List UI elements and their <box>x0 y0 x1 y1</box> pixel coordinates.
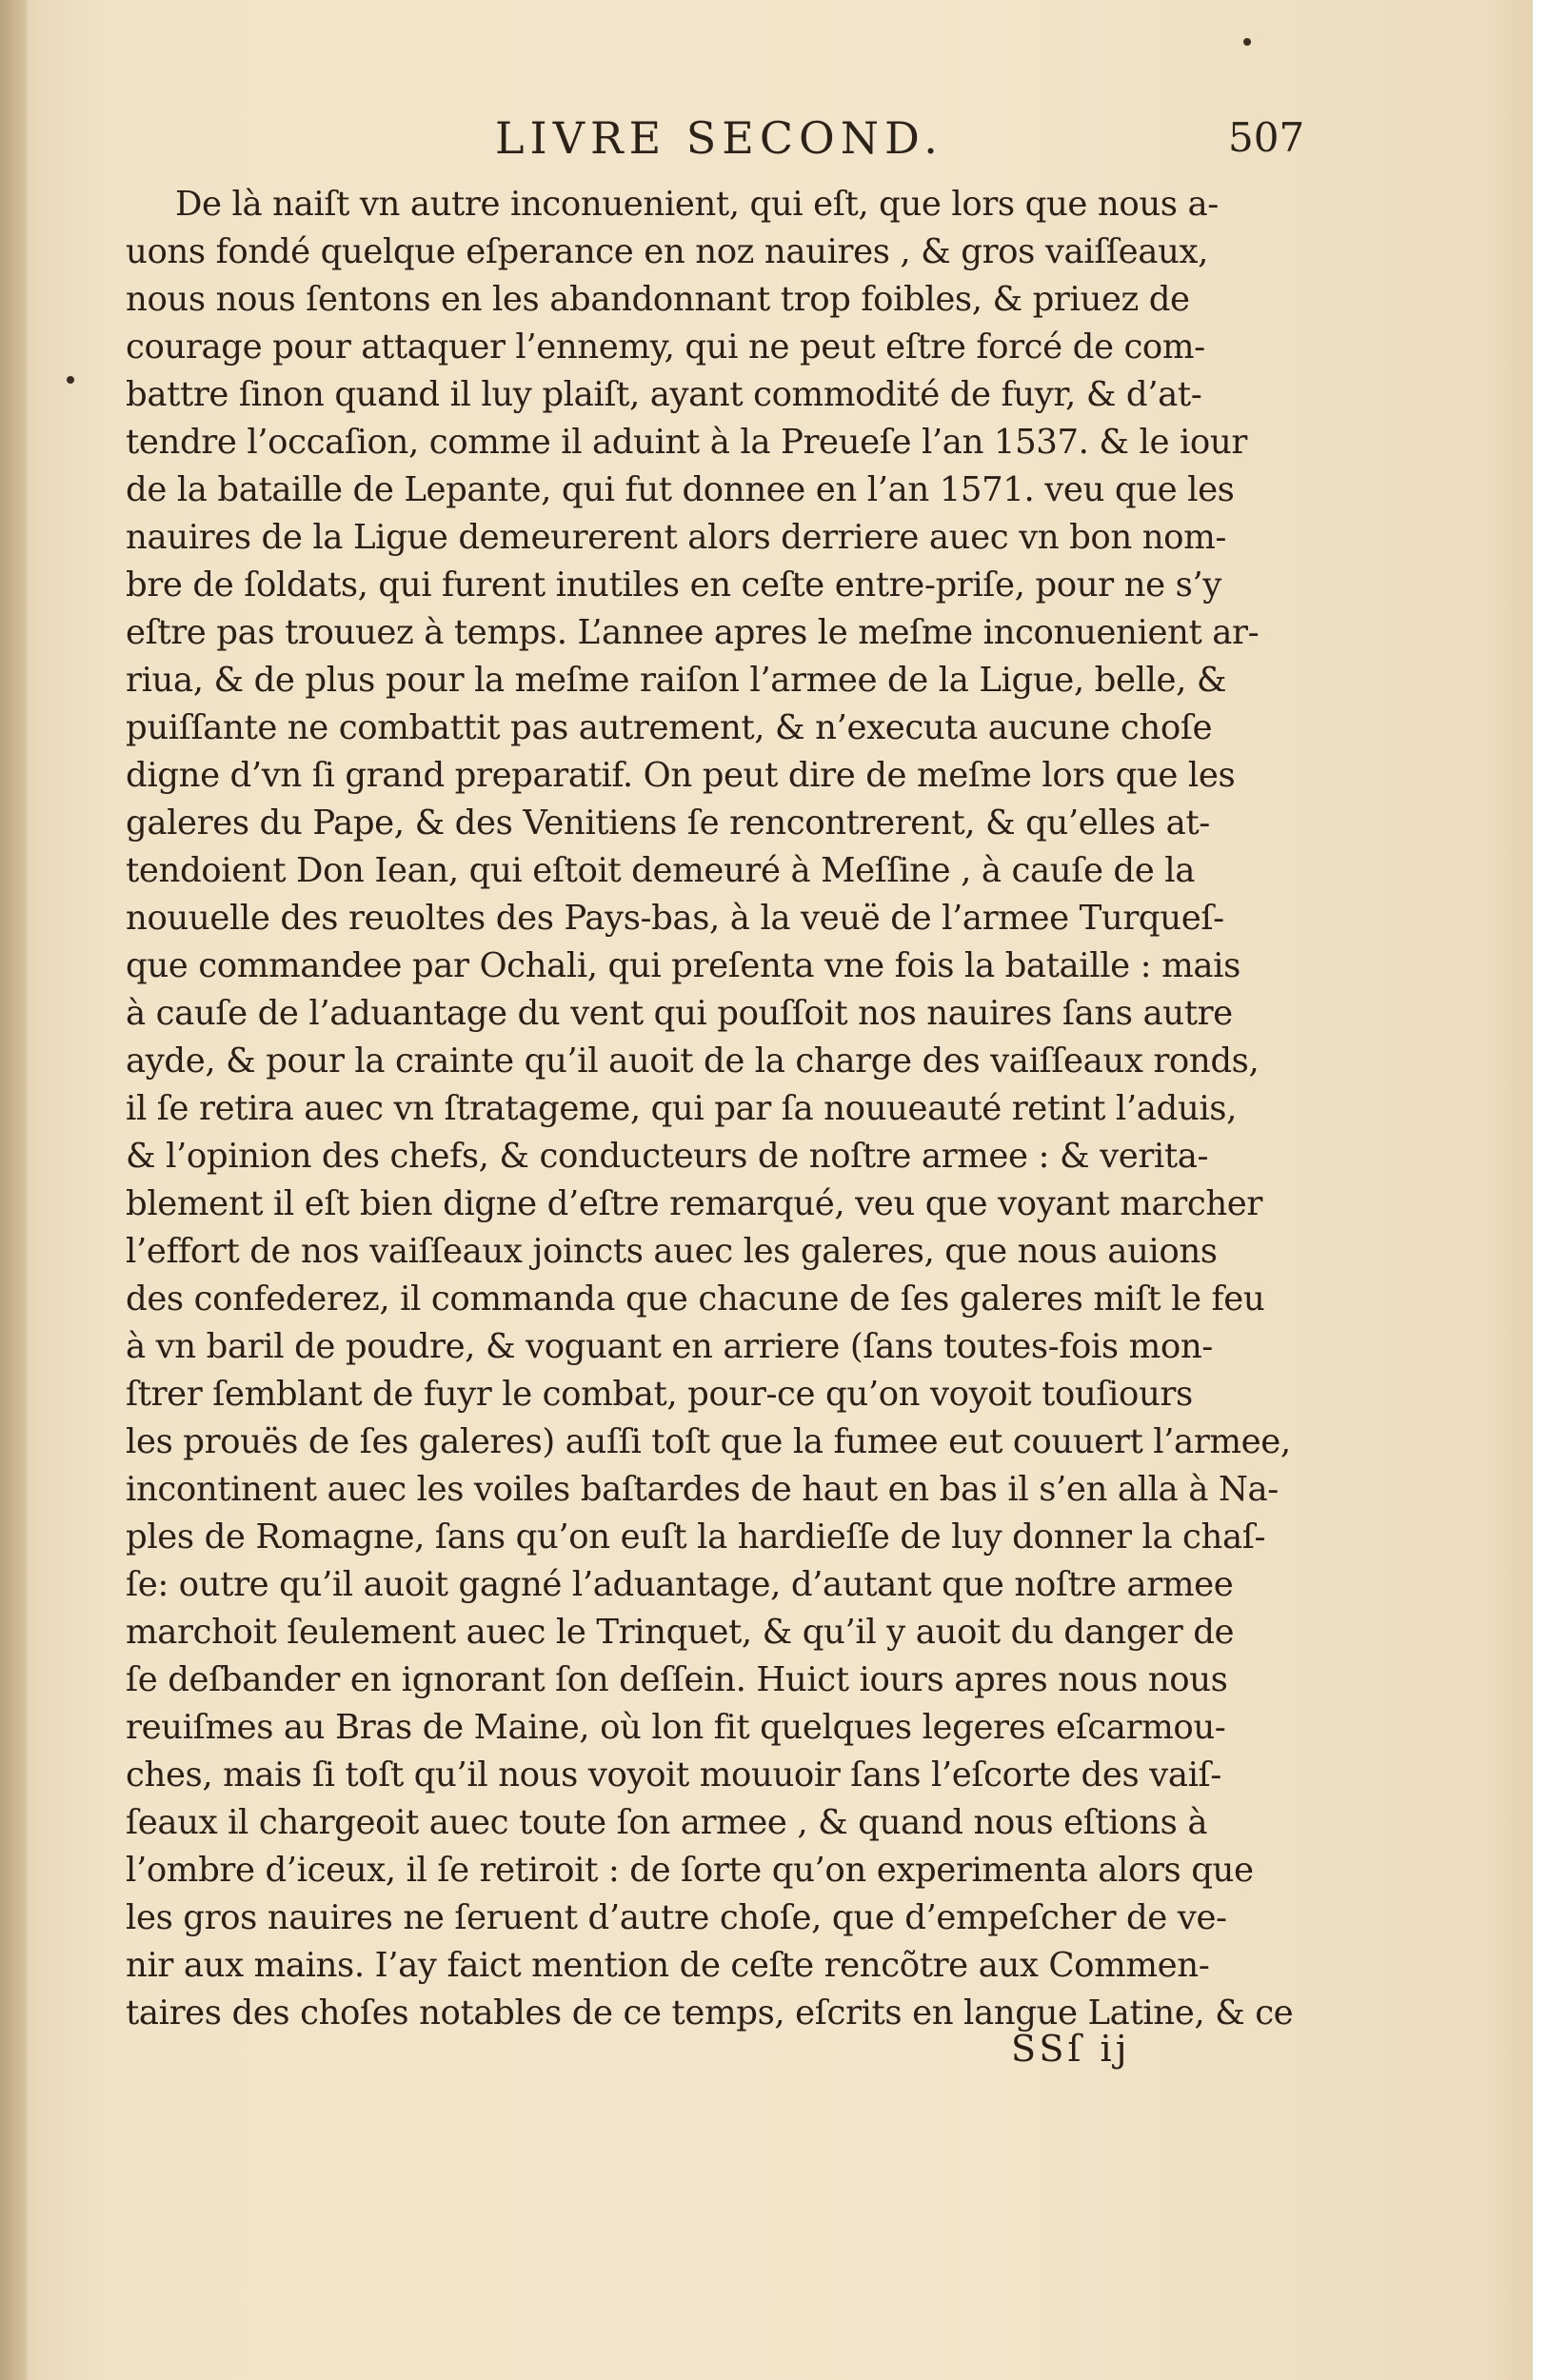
text-line: incontinent auec les voiles baſtardes de haut en bas il s’en alla à Na- <box>126 1470 1279 1509</box>
text-line: riua, & de plus pour la meſme raiſon l’armee de la Ligue, belle, & <box>126 661 1227 700</box>
text-line: l’ombre d’iceux, il ſe retiroit : de ſorte qu’on experimenta alors que <box>126 1851 1254 1890</box>
text-line: puiſſante ne combattit pas autrement, & n’executa aucune choſe <box>126 708 1213 747</box>
text-line: à vn baril de poudre, & voguant en arriere (ſans toutes-fois mon- <box>126 1327 1213 1366</box>
text-line: les prouës de ſes galeres) auſſi toſt que la fumee eut couuert l’armee, <box>126 1422 1291 1461</box>
text-line: marchoit ſeulement auec le Trinquet, & qu’il y auoit du danger de <box>126 1613 1235 1652</box>
text-line: nous nous ſentons en les abandonnant trop foibles, & priuez de <box>126 280 1190 319</box>
text-line: nauires de la Ligue demeurerent alors derriere auec vn bon nom- <box>126 518 1227 557</box>
text-line: battre ſinon quand il luy plaiſt, ayant commodité de fuyr, & d’at- <box>126 375 1202 414</box>
text-line: nir aux mains. I’ay faict mention de ceſte rencõtre aux Commen- <box>126 1946 1210 1985</box>
text-line: ſtrer ſemblant de fuyr le combat, pour-ce qu’on voyoit touſiours <box>126 1375 1193 1414</box>
text-line: ſe: outre qu’il auoit gagné l’aduantage, d’autant que noſtre armee <box>126 1565 1234 1604</box>
text-line: des confederez, il commanda que chacune de ſes galeres miſt le feu <box>126 1279 1265 1319</box>
text-line: de la bataille de Lepante, qui fut donnee en l’an 1571. veu que les <box>126 470 1235 509</box>
text-line: nouuelle des reuoltes des Pays-bas, à la veuë de l’armee Turqueſ- <box>126 899 1224 938</box>
text-line: que commandee par Ochali, qui preſenta vne fois la bataille : mais <box>126 946 1240 985</box>
text-line: bre de ſoldats, qui furent inutiles en ceſte entre-priſe, pour ne s’y <box>126 565 1221 605</box>
text-line: ples de Romagne, ſans qu’on euſt la hardieſſe de luy donner la chaſ- <box>126 1517 1266 1557</box>
text-line: il ſe retira auec vn ſtratageme, qui par ſa nouueauté retint l’aduis, <box>126 1089 1237 1128</box>
text-line: l’effort de nos vaiſſeaux joincts auec les galeres, que nous auions <box>126 1232 1218 1271</box>
text-line: ſe deſbander en ignorant ſon deſſein. Huict iours apres nous nous <box>126 1660 1228 1699</box>
signature-mark: SSſ ij <box>1011 2028 1131 2070</box>
body-text <box>126 181 1297 2037</box>
text-line: tendre l’occaſion, comme il aduint à la Preueſe l’an 1537. & le iour <box>126 423 1247 462</box>
page-number: 507 <box>1228 114 1305 161</box>
page-right-margin <box>1533 0 1548 2380</box>
page-gutter-shadow <box>0 0 27 2380</box>
text-line: galeres du Pape, & des Venitiens ſe rencontrerent, & qu’elles at- <box>126 803 1210 843</box>
text-line: & l’opinion des chefs, & conducteurs de noſtre armee : & verita- <box>126 1137 1209 1176</box>
text-line: De là naiſt vn autre inconuenient, qui eſt, que lors que nous a- <box>175 185 1219 224</box>
text-line: ſeaux il chargeoit auec toute ſon armee , & quand nous eſtions à <box>126 1803 1208 1842</box>
text-line: à cauſe de l’aduantage du vent qui pouſſoit nos nauires ſans autre <box>126 994 1233 1033</box>
text-line: eſtre pas trouuez à temps. L’annee apres le meſme inconuenient ar- <box>126 613 1260 652</box>
text-line: les gros nauires ne ſeruent d’autre choſe, que d’empeſcher de ve- <box>126 1898 1227 1937</box>
text-line: ayde, & pour la crainte qu’il auoit de la charge des vaiſſeaux ronds, <box>126 1041 1260 1081</box>
text-line: tendoient Don Iean, qui eſtoit demeuré à Meſſine , à cauſe de la <box>126 851 1195 890</box>
ink-speck <box>1243 38 1251 46</box>
running-head: LIVRE SECOND. <box>495 112 943 164</box>
text-line: digne d’vn ſi grand preparatif. On peut dire de meſme lors que les <box>126 756 1236 795</box>
text-line: uons fondé quelque eſperance en noz nauires , & gros vaiſſeaux, <box>126 232 1209 271</box>
text-line: reuiſmes au Bras de Maine, où lon fit quelques legeres eſcarmou- <box>126 1708 1226 1747</box>
text-line: courage pour attaquer l’ennemy, qui ne peut eſtre forcé de com- <box>126 327 1205 367</box>
text-line: taires des choſes notables de ce temps, eſcrits en langue Latine, & ce <box>126 1993 1294 2033</box>
text-line: blement il eſt bien digne d’eſtre remarqué, veu que voyant marcher <box>126 1184 1262 1223</box>
text-line: ches, mais ſi toſt qu’il nous voyoit mouuoir ſans l’eſcorte des vaiſ- <box>126 1755 1221 1795</box>
ink-speck <box>67 376 74 384</box>
